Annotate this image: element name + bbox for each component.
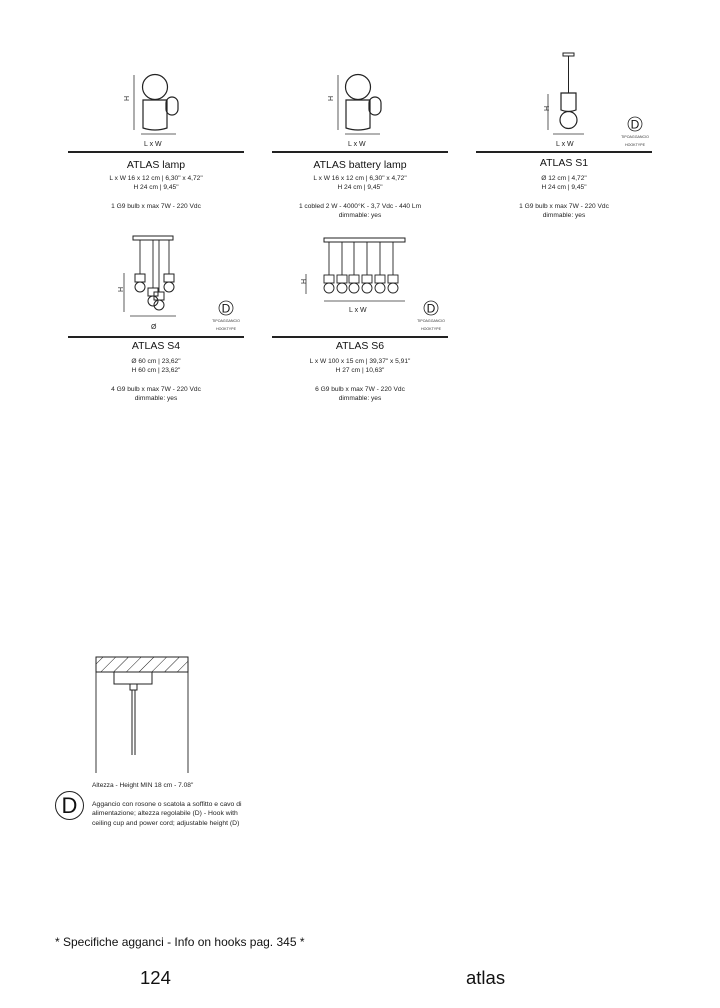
electrical-line-2: dimmable: yes [338,211,382,219]
dimension-line-1: Ø 12 cm | 4,72" [541,175,587,182]
dimension-line-1: L x W 16 x 12 cm | 6,30" x 4,72" [313,175,407,182]
hook-type-it: TIPOAGGANCIO [621,135,649,139]
hook-type-it: TIPOAGGANCIO [417,319,445,323]
electrical-line-1: 4 G9 bulb x max 7W - 220 Vdc [111,386,201,393]
dimension-line-1: L x W 16 x 12 cm | 6,30" x 4,72" [109,175,203,182]
width-label: L x W [349,307,367,314]
height-label: H [118,286,125,292]
divider [476,151,652,153]
dimension-line-1: Ø 60 cm | 23,62" [131,358,181,365]
electrical-line-1: 1 cobled 2 W - 4000°K - 3,7 Vdc - 440 Lm [298,203,422,210]
atlas-battery-lamp-drawing [272,60,448,156]
width-label: Ø [151,324,157,331]
width-label: L x W [144,141,162,148]
electrical-line-1: 1 G9 bulb x max 7W - 220 Vdc [519,203,609,210]
height-label: H [301,278,308,284]
hooks-footnote: * Specifiche agganci - Info on hooks pag. 345 * [55,935,305,949]
hook-letter-badge: D [55,791,84,820]
product-atlas-s4 [68,232,244,408]
product-title: ATLAS S6 [335,340,385,352]
dimension-line-2: H 24 cm | 9,45" [337,183,383,191]
product-title: ATLAS battery lamp [313,159,407,171]
product-title: ATLAS S1 [539,157,589,169]
hook-d-drawing [92,655,192,775]
width-label: L x W [348,141,366,148]
product-atlas-s6 [272,232,448,408]
electrical-line-2: dimmable: yes [542,211,586,219]
height-label: H [124,95,131,101]
hook-height-note: Altezza - Height MIN 18 cm - 7.08" [92,782,194,789]
divider [272,336,448,338]
hook-type-it: TIPOAGGANCIO [212,319,240,323]
dimension-line-2: H 24 cm | 9,45" [541,183,587,191]
height-label: H [328,95,335,101]
dimension-line-2: H 60 cm | 23,62" [131,366,181,374]
atlas-s1-drawing [476,50,652,154]
hook-type-en: HOOKTYPE [625,143,645,147]
hook-letter: D [630,117,640,132]
product-atlas-lamp [68,60,244,220]
electrical-line-2: dimmable: yes [338,394,382,402]
atlas-s4-drawing [68,232,244,340]
product-atlas-battery-lamp [272,60,448,220]
atlas-s6-drawing [272,232,448,340]
electrical-line-1: 6 G9 bulb x max 7W - 220 Vdc [315,386,405,393]
dimension-line-2: H 27 cm | 10,63" [335,366,385,374]
catalog-name: atlas [466,967,506,988]
product-atlas-s1 [476,50,652,220]
divider [68,151,244,153]
dimension-line-1: L x W 100 x 15 cm | 39,37" x 5,91" [309,358,411,365]
hook-type-en: HOOKTYPE [421,327,441,331]
atlas-lamp-drawing [68,60,244,156]
product-title: ATLAS lamp [126,159,186,171]
hook-type-en: HOOKTYPE [216,327,236,331]
divider [272,151,448,153]
divider [68,336,244,338]
s6-pendant-group [324,242,398,293]
dimension-line-2: H 24 cm | 9,45" [133,183,179,191]
hook-letter: D [221,301,231,316]
hook-description: Aggancio con rosone o scatola a soffitto e cavo di alimentazione; altezza regolabile (D) - Hook with ceiling cup and power cord; adjustable height (D) [92,801,242,827]
height-label: H [544,105,551,111]
width-label: L x W [556,141,574,148]
electrical-line-2: dimmable: yes [134,394,178,402]
product-title: ATLAS S4 [131,340,181,352]
electrical-line-1: 1 G9 bulb x max 7W - 220 Vdc [111,203,201,210]
hook-letter: D [426,301,436,316]
page-number: 124 [140,967,171,988]
